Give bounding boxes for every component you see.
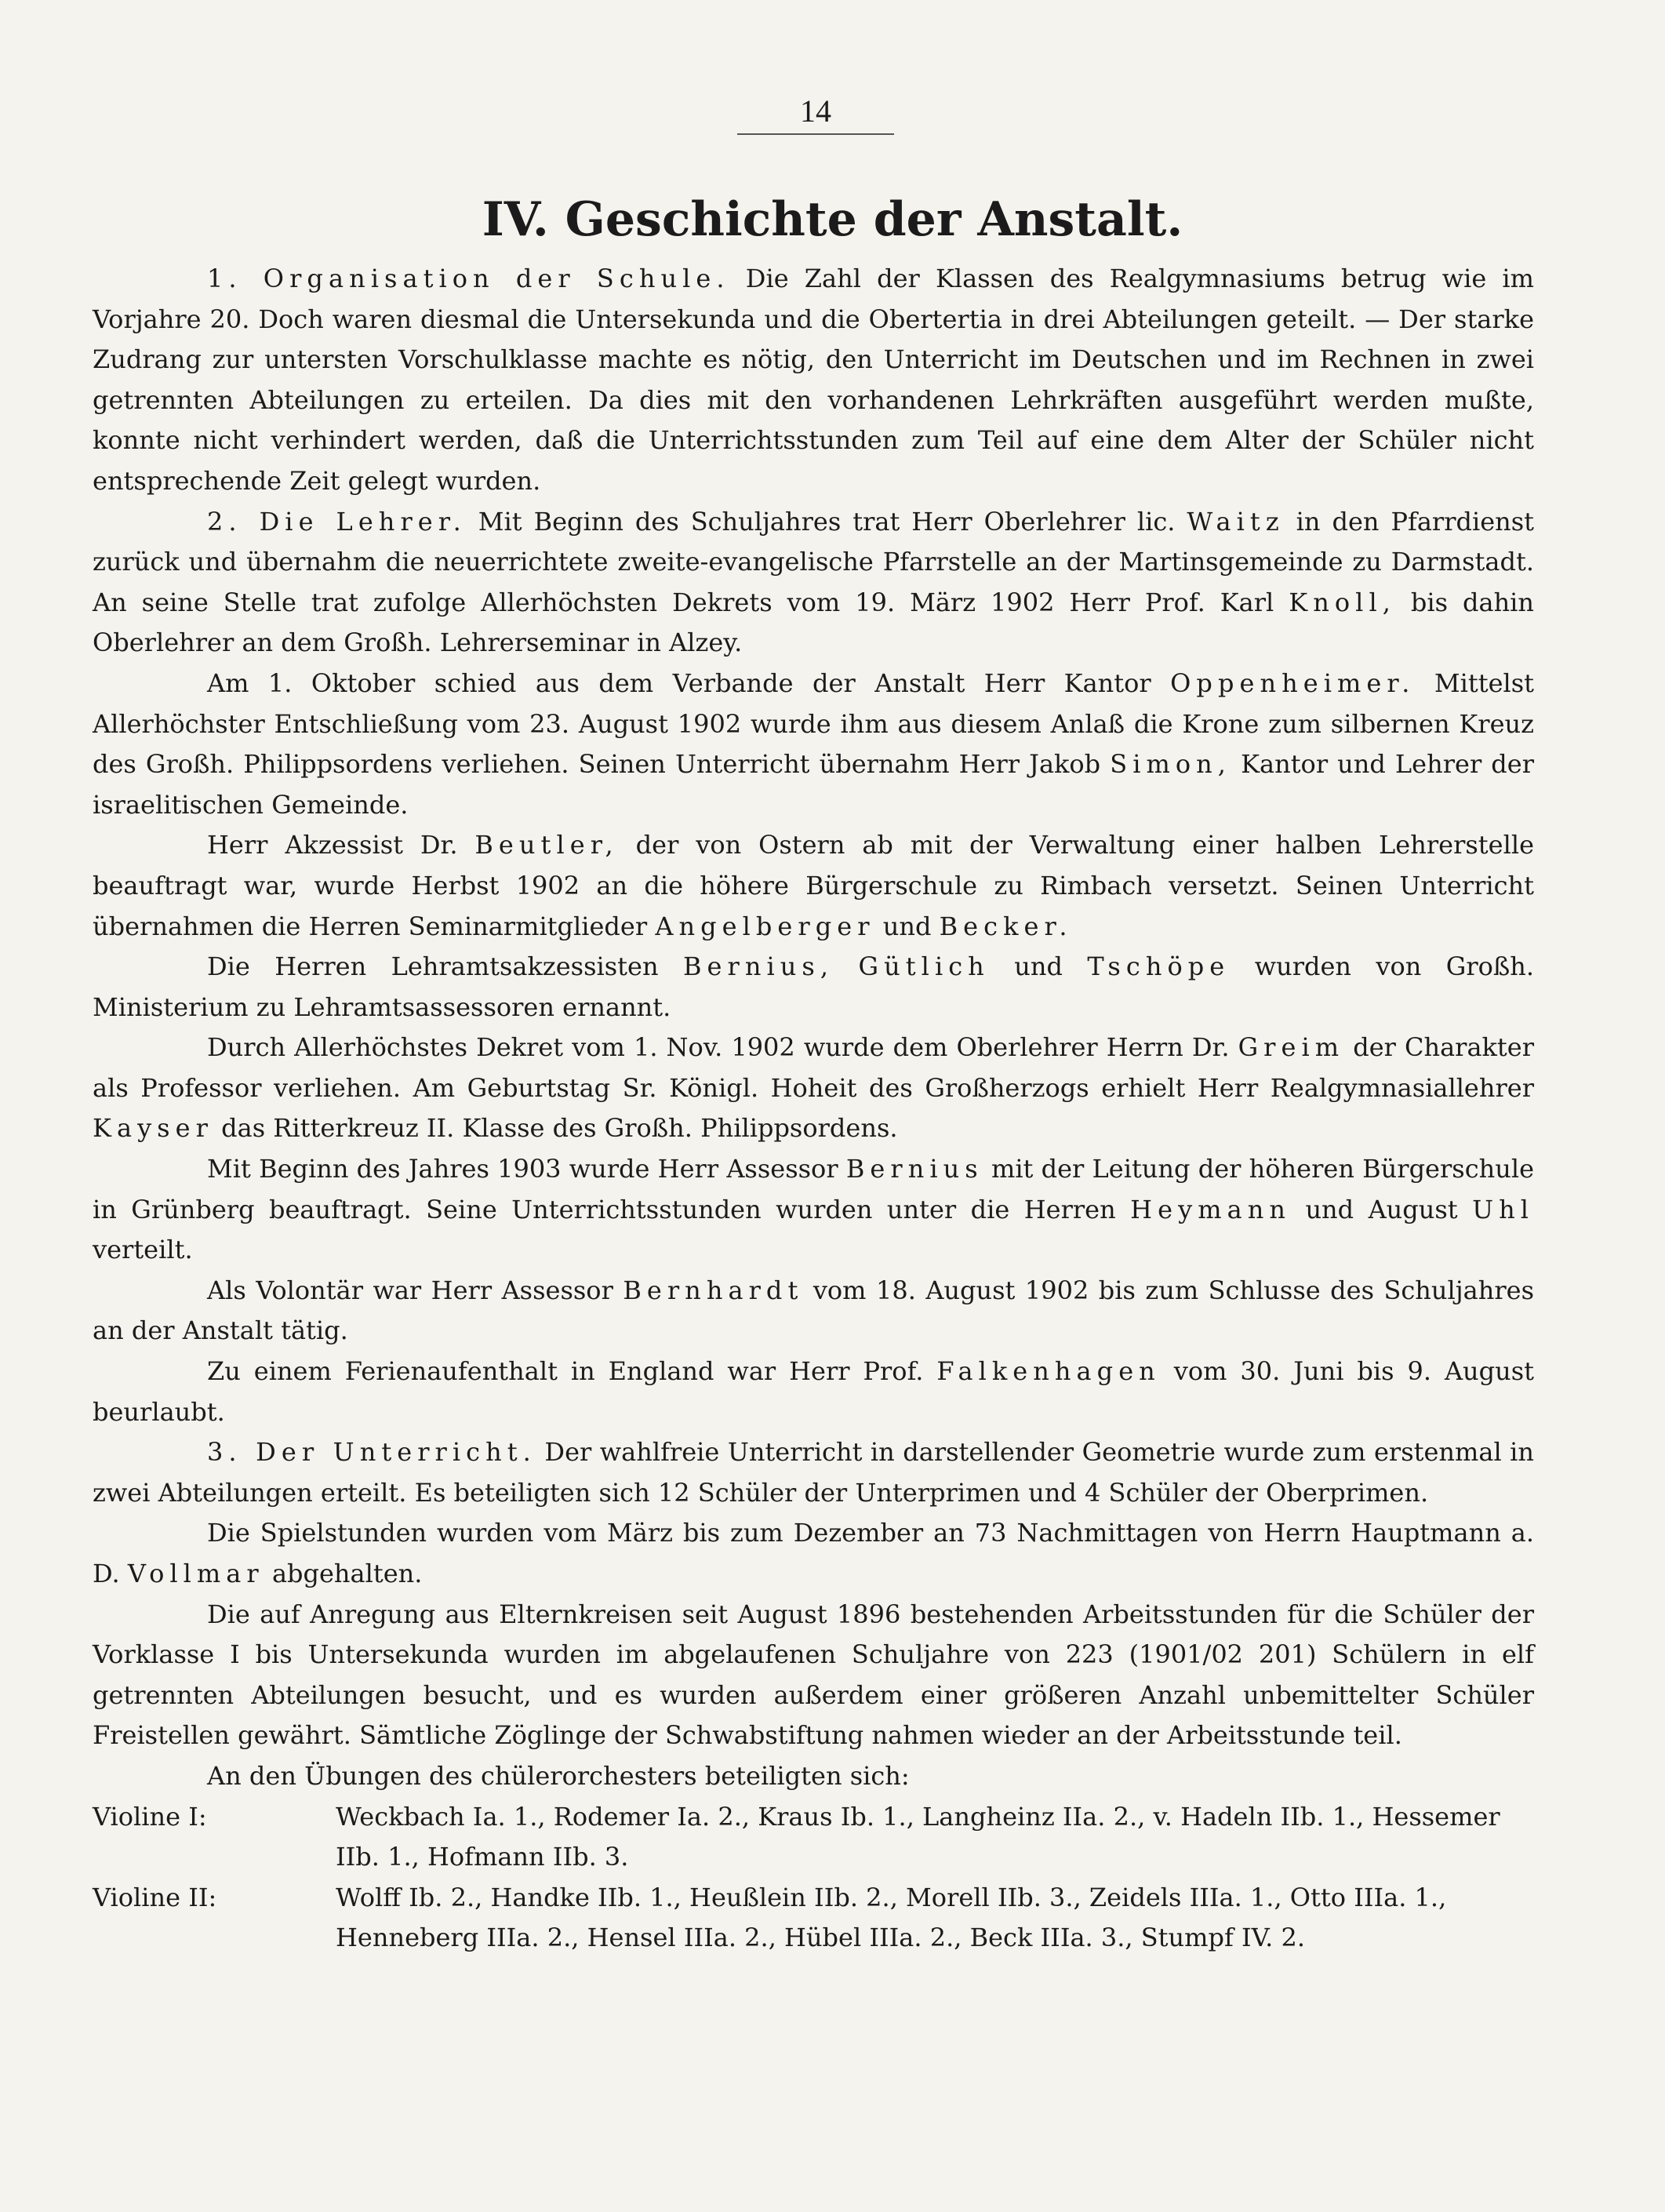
text-run: An den Übungen des chülerorchesters beteiligten sich:: [207, 1760, 910, 1791]
text-run: Am 1. Oktober schied aus dem Verbande der Anstalt Herr Kantor: [207, 668, 1151, 698]
paragraph-lehrer-4: [93, 947, 1534, 1028]
chapter-title: IV. Geschichte der Anstalt.: [482, 192, 1183, 247]
text-run: vom 18. August 1902 bis zum Schlusse des Schuljahres an der Anstalt tätig.: [93, 1275, 1534, 1346]
header-rule: [737, 133, 894, 135]
person-name: Gütlich: [858, 951, 990, 982]
paragraph-organisation: [93, 259, 1534, 502]
text-run: der von Ostern ab mit der Verwaltung einer halben Lehrerstelle beauftragt war, wurde Herbst 1902 an die höhere Bürgerschule zu Rimbach versetzt. Seinen Unterricht übernahmen die Herren Seminarmitglieder: [93, 830, 1534, 941]
paragraph-unterricht-2: [93, 1513, 1534, 1594]
text-run: vom 30. Juni bis 9. August beurlaubt.: [93, 1356, 1535, 1427]
paragraph-lehrer-6: [93, 1149, 1534, 1271]
page-number: 14: [800, 93, 831, 129]
text-run: wurden von Großh. Ministerium zu Lehramtsassessoren ernannt.: [93, 951, 1535, 1022]
text-run: Herr Akzessist Dr.: [207, 830, 458, 860]
text-run: und: [1014, 951, 1063, 982]
roster-names: Wolff Ib. 2., Handke IIb. 1., Heußlein IIb. 2., Morell IIb. 3., Zeidels IIIa. 1., Otto IIIa. 1., Henneberg IIIa. 2., Hensel IIIa. 2., Hübel IIIa. 2., Beck IIIa. 3., Stumpf IV. 2.: [336, 1882, 1447, 1953]
person-name: Bernhardt: [623, 1275, 804, 1305]
roster-label: Violine I:: [93, 1801, 207, 1832]
person-name: Uhl: [1472, 1194, 1535, 1224]
person-name: Angelberger: [655, 911, 875, 941]
text-run: verteilt.: [93, 1235, 193, 1265]
organisation-text: Die Zahl der Klassen des Realgymnasiums betrug wie im Vorjahre 20. Doch waren diesmal die Untersekunda und die Obertertia in drei Abteilungen geteilt. — Der starke Zudrang zur untersten Vorschulklasse machte es nötig, den Unterricht im Deutschen und im Rechnen in zwei getrennten Abteilungen zu erteilen. Da dies mit den vorhandenen Lehrkräften ausgeführt werden mußte, konnte nicht verhindert werden, daß die Unterrichtsstunden zum Teil auf eine dem Alter der Schüler nicht entsprechende Zeit gelegt wurden.: [93, 264, 1535, 496]
text-run: mit der Leitung der höheren Bürgerschule in Grünberg beauftragt. Seine Unterrichtsstunden wurden unter die Herren: [93, 1154, 1535, 1224]
text-run: bis dahin Oberlehrer an dem Großh. Lehrerseminar in Alzey.: [93, 587, 1535, 658]
paragraph-lehrer-3: [93, 825, 1534, 947]
person-name: Falkenhagen: [936, 1356, 1161, 1387]
paragraph-lehrer-8: [93, 1352, 1534, 1432]
roster-row-violine-2: [93, 1878, 1534, 1959]
text-run: abgehalten.: [271, 1559, 423, 1588]
text-run: Zu einem Ferienaufenthalt in England war Herr Prof.: [207, 1356, 924, 1387]
person-name: Knoll,: [1289, 587, 1396, 617]
paragraph-lehrer-5: [93, 1028, 1534, 1149]
person-name: Heymann: [1130, 1194, 1291, 1224]
paragraph-lehrer-1: [93, 502, 1534, 664]
text-run: Die Herren Lehramtsakzessisten: [207, 951, 659, 982]
section-heading-lehrer: 2. Die Lehrer.: [207, 506, 467, 537]
person-name: Tschöpe: [1087, 951, 1231, 982]
person-name: Bernius,: [682, 951, 834, 982]
person-name: Greim: [1238, 1032, 1345, 1063]
paragraph-unterricht-3: [93, 1595, 1534, 1756]
paragraph-lehrer-7: [93, 1271, 1534, 1352]
person-name: Waitz: [1187, 506, 1285, 537]
person-name: Bernius: [845, 1154, 983, 1184]
text-run: Durch Allerhöchstes Dekret vom 1. Nov. 1902 wurde dem Oberlehrer Herrn Dr.: [207, 1032, 1230, 1063]
text-run: in den Pfarrdienst zurück und übernahm die neuerrichtete zweite-evangelische Pfarrstelle an der Martinsgemeinde zu Darmstadt. An seine Stelle trat zufolge Allerhöchsten Dekrets vom 19. März 1902 Herr Prof. Karl: [93, 506, 1535, 617]
text-run: Mit Beginn des Jahres 1903 wurde Herr Assessor: [207, 1154, 838, 1184]
paragraph-lehrer-2: [93, 664, 1534, 825]
roster-row-violine-1: [93, 1797, 1534, 1878]
text-run: der Charakter als Professor verliehen. Am Geburtstag Sr. Königl. Hoheit des Großherzogs erhielt Herr Realgymnasiallehrer: [93, 1032, 1535, 1103]
roster-names: Weckbach Ia. 1., Rodemer Ia. 2., Kraus Ib. 1., Langheinz IIa. 2., v. Hadeln IIb. 1., Hessemer IIb. 1., Hofmann IIb. 3.: [336, 1801, 1500, 1872]
person-name: Simon,: [1110, 749, 1232, 780]
text-run: Mittelst Allerhöchster Entschließung vom 23. August 1902 wurde ihm aus diesem Anlaß die Krone zum silbernen Kreuz des Großh. Philippsordens verliehen. Seinen Unterricht übernahm Herr Jakob: [93, 668, 1535, 780]
person-name: Vollmar: [127, 1559, 264, 1588]
person-name: Beutler,: [474, 830, 619, 860]
text-run: Der wahlfreie Unterricht in darstellender Geometrie wurde zum erstenmal in zwei Abteilungen erteilt. Es beteiligten sich 12 Schüler der Unterprimen und 4 Schüler der Oberprimen.: [93, 1437, 1535, 1508]
text-run: und: [882, 911, 932, 941]
roster-label: Violine II:: [93, 1882, 217, 1912]
person-name: Oppenheimer.: [1170, 668, 1416, 698]
person-name: Becker.: [939, 911, 1073, 941]
section-heading-unterricht: 3. Der Unterricht.: [207, 1437, 536, 1468]
person-name: Kayser: [93, 1113, 213, 1144]
section-heading-organisation: 1. Organisation der Schule.: [207, 264, 730, 293]
paragraph-unterricht-1: [93, 1432, 1534, 1513]
body-text: [93, 259, 1534, 1959]
text-run: und August: [1305, 1194, 1458, 1224]
text-run: Die auf Anregung aus Elternkreisen seit August 1896 bestehenden Arbeitsstunden für die Schüler der Vorklasse I bis Untersekunda wurden im abgelaufenen Schuljahre von 223 (1901/02 201) Schülern in elf getrennten Abteilungen besucht, und es wurden außerdem einer größeren Anzahl unbemittelter Schüler Freistellen gewährt. Sämtliche Zöglinge der Schwabstiftung nahmen wieder an der Arbeitsstunde teil.: [93, 1599, 1534, 1751]
text-run: Kantor und Lehrer der israelitischen Gemeinde.: [93, 749, 1535, 820]
text-run: Mit Beginn des Schuljahres trat Herr Oberlehrer lic.: [478, 506, 1176, 537]
text-run: Als Volontär war Herr Assessor: [207, 1275, 613, 1305]
text-run: Die Spielstunden wurden vom März bis zum Dezember an 73 Nachmittagen von Herrn Hauptmann a. D.: [93, 1518, 1534, 1588]
text-run: das Ritterkreuz II. Klasse des Großh. Philippsordens.: [221, 1113, 898, 1144]
paragraph-unterricht-4: [93, 1756, 1534, 1797]
orchestra-roster: [93, 1797, 1534, 1959]
